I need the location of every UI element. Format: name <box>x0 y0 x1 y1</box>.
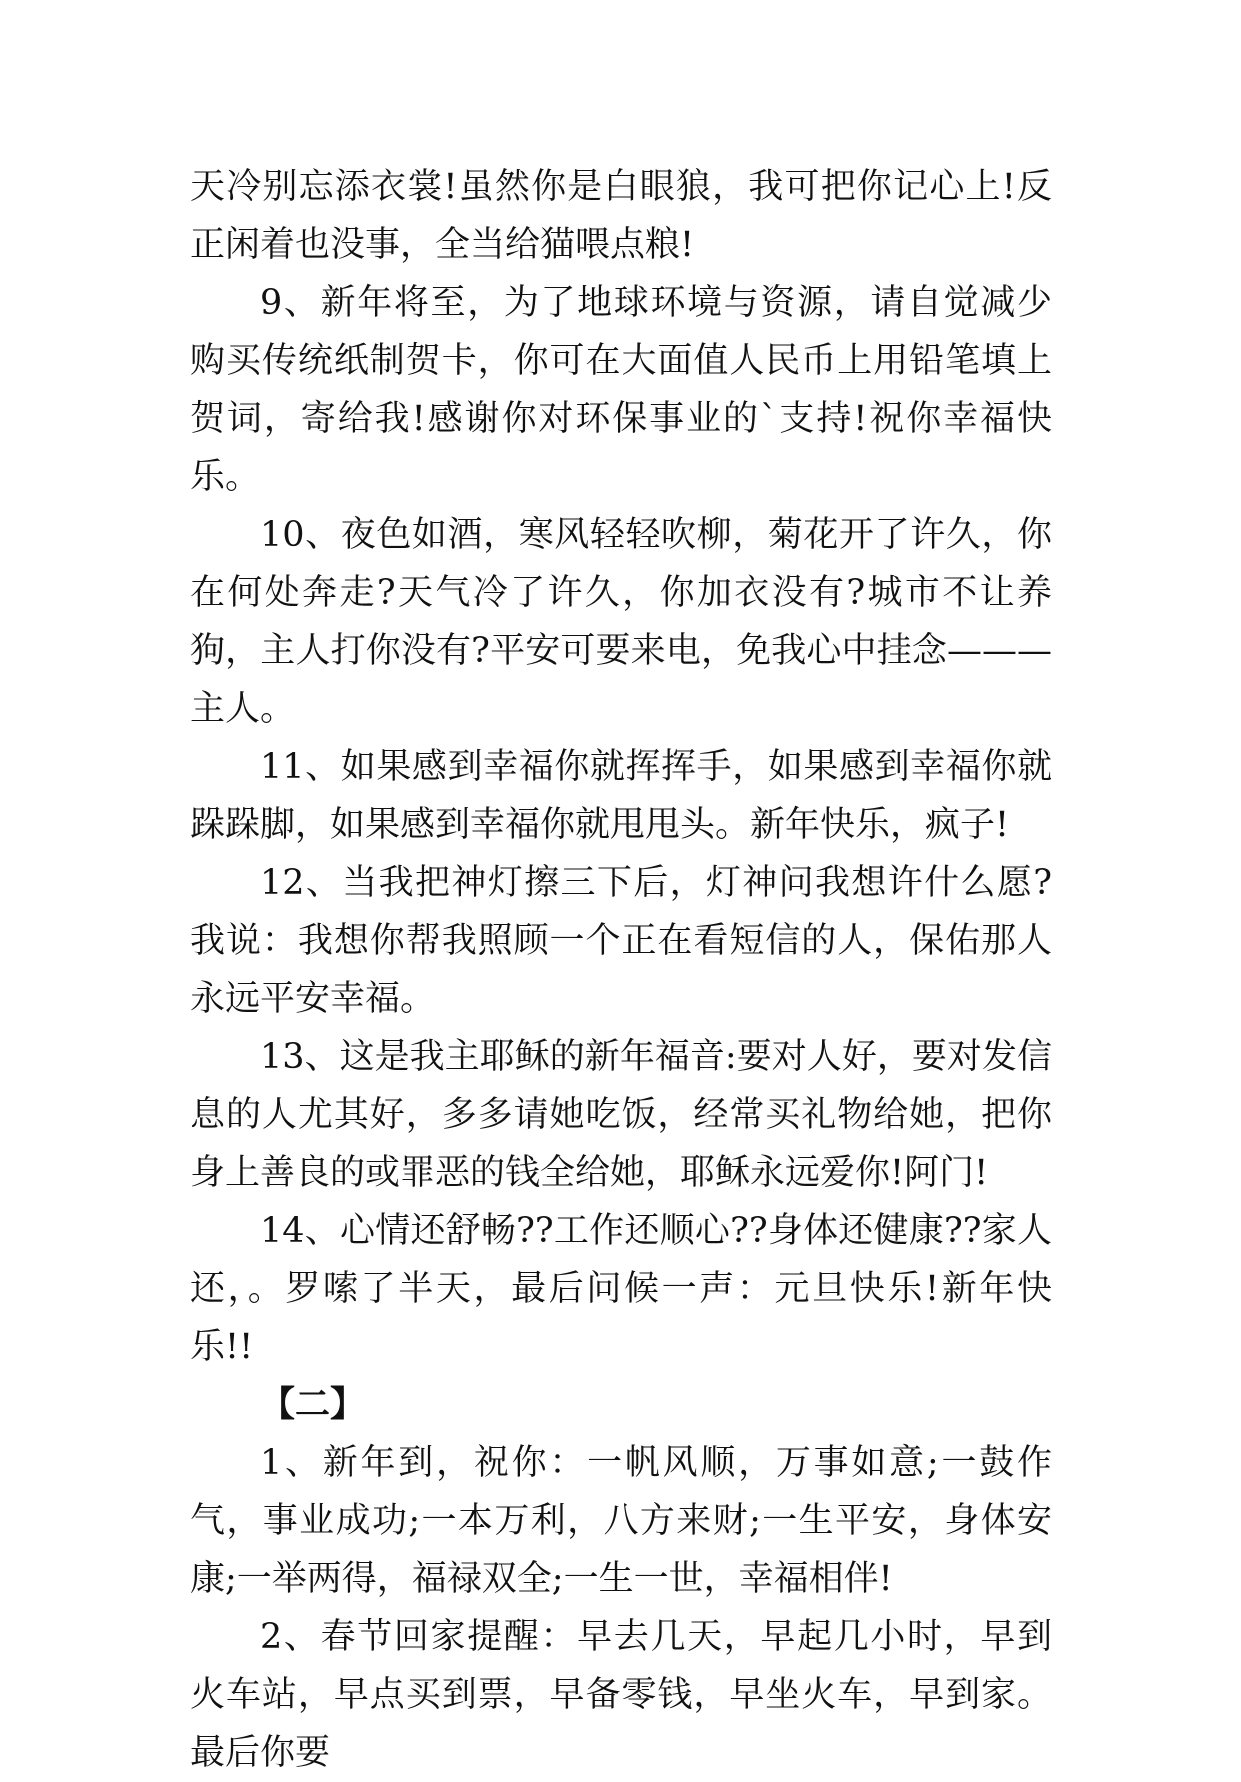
section-paragraph-item-1: 1、新年到，祝你：一帆风顺，万事如意;一鼓作气，事业成功;一本万利，八方来财;一生平安，身体安康;一举两得，福禄双全;一生一世，幸福相伴! <box>190 1443 1052 1599</box>
paragraph-item-11: 11、如果感到幸福你就挥挥手，如果感到幸福你就跺跺脚，如果感到幸福你就甩甩头。新年快乐，疯子! <box>190 747 1052 845</box>
paragraph-item-14: 14、心情还舒畅??工作还顺心??身体还健康??家人还，。罗嗦了半天，最后问候一声：元旦快乐!新年快乐!! <box>190 1211 1052 1367</box>
paragraph-item-9: 9、新年将至，为了地球环境与资源，请自觉减少购买传统纸制贺卡，你可在大面值人民币上用铅笔填上贺词，寄给我!感谢你对环保事业的`支持!祝你幸福快乐。 <box>190 283 1052 497</box>
document-body <box>190 158 1052 1782</box>
section-heading: 【二】 <box>260 1384 366 1425</box>
paragraph-item-10: 10、夜色如酒，寒风轻轻吹柳，菊花开了许久，你在何处奔走?天气冷了许久，你加衣没有?城市不让养狗，主人打你没有?平安可要来电，免我心中挂念———主人。 <box>190 515 1052 729</box>
paragraph-item-13: 13、这是我主耶稣的新年福音:要对人好，要对发信息的人尤其好，多多请她吃饭，经常买礼物给她，把你身上善良的或罪恶的钱全给她，耶稣永远爱你!阿门! <box>190 1037 1052 1193</box>
section-paragraph-item-2: 2、春节回家提醒：早去几天，早起几小时，早到火车站，早点买到票，早备零钱，早坐火车，早到家。最后你要 <box>190 1617 1052 1773</box>
paragraph-continuation: 天冷别忘添衣裳!虽然你是白眼狼，我可把你记心上!反正闲着也没事，全当给猫喂点粮! <box>190 167 1052 265</box>
paragraph-item-12: 12、当我把神灯擦三下后，灯神问我想许什么愿?我说：我想你帮我照顾一个正在看短信的人，保佑那人永远平安幸福。 <box>190 863 1052 1019</box>
